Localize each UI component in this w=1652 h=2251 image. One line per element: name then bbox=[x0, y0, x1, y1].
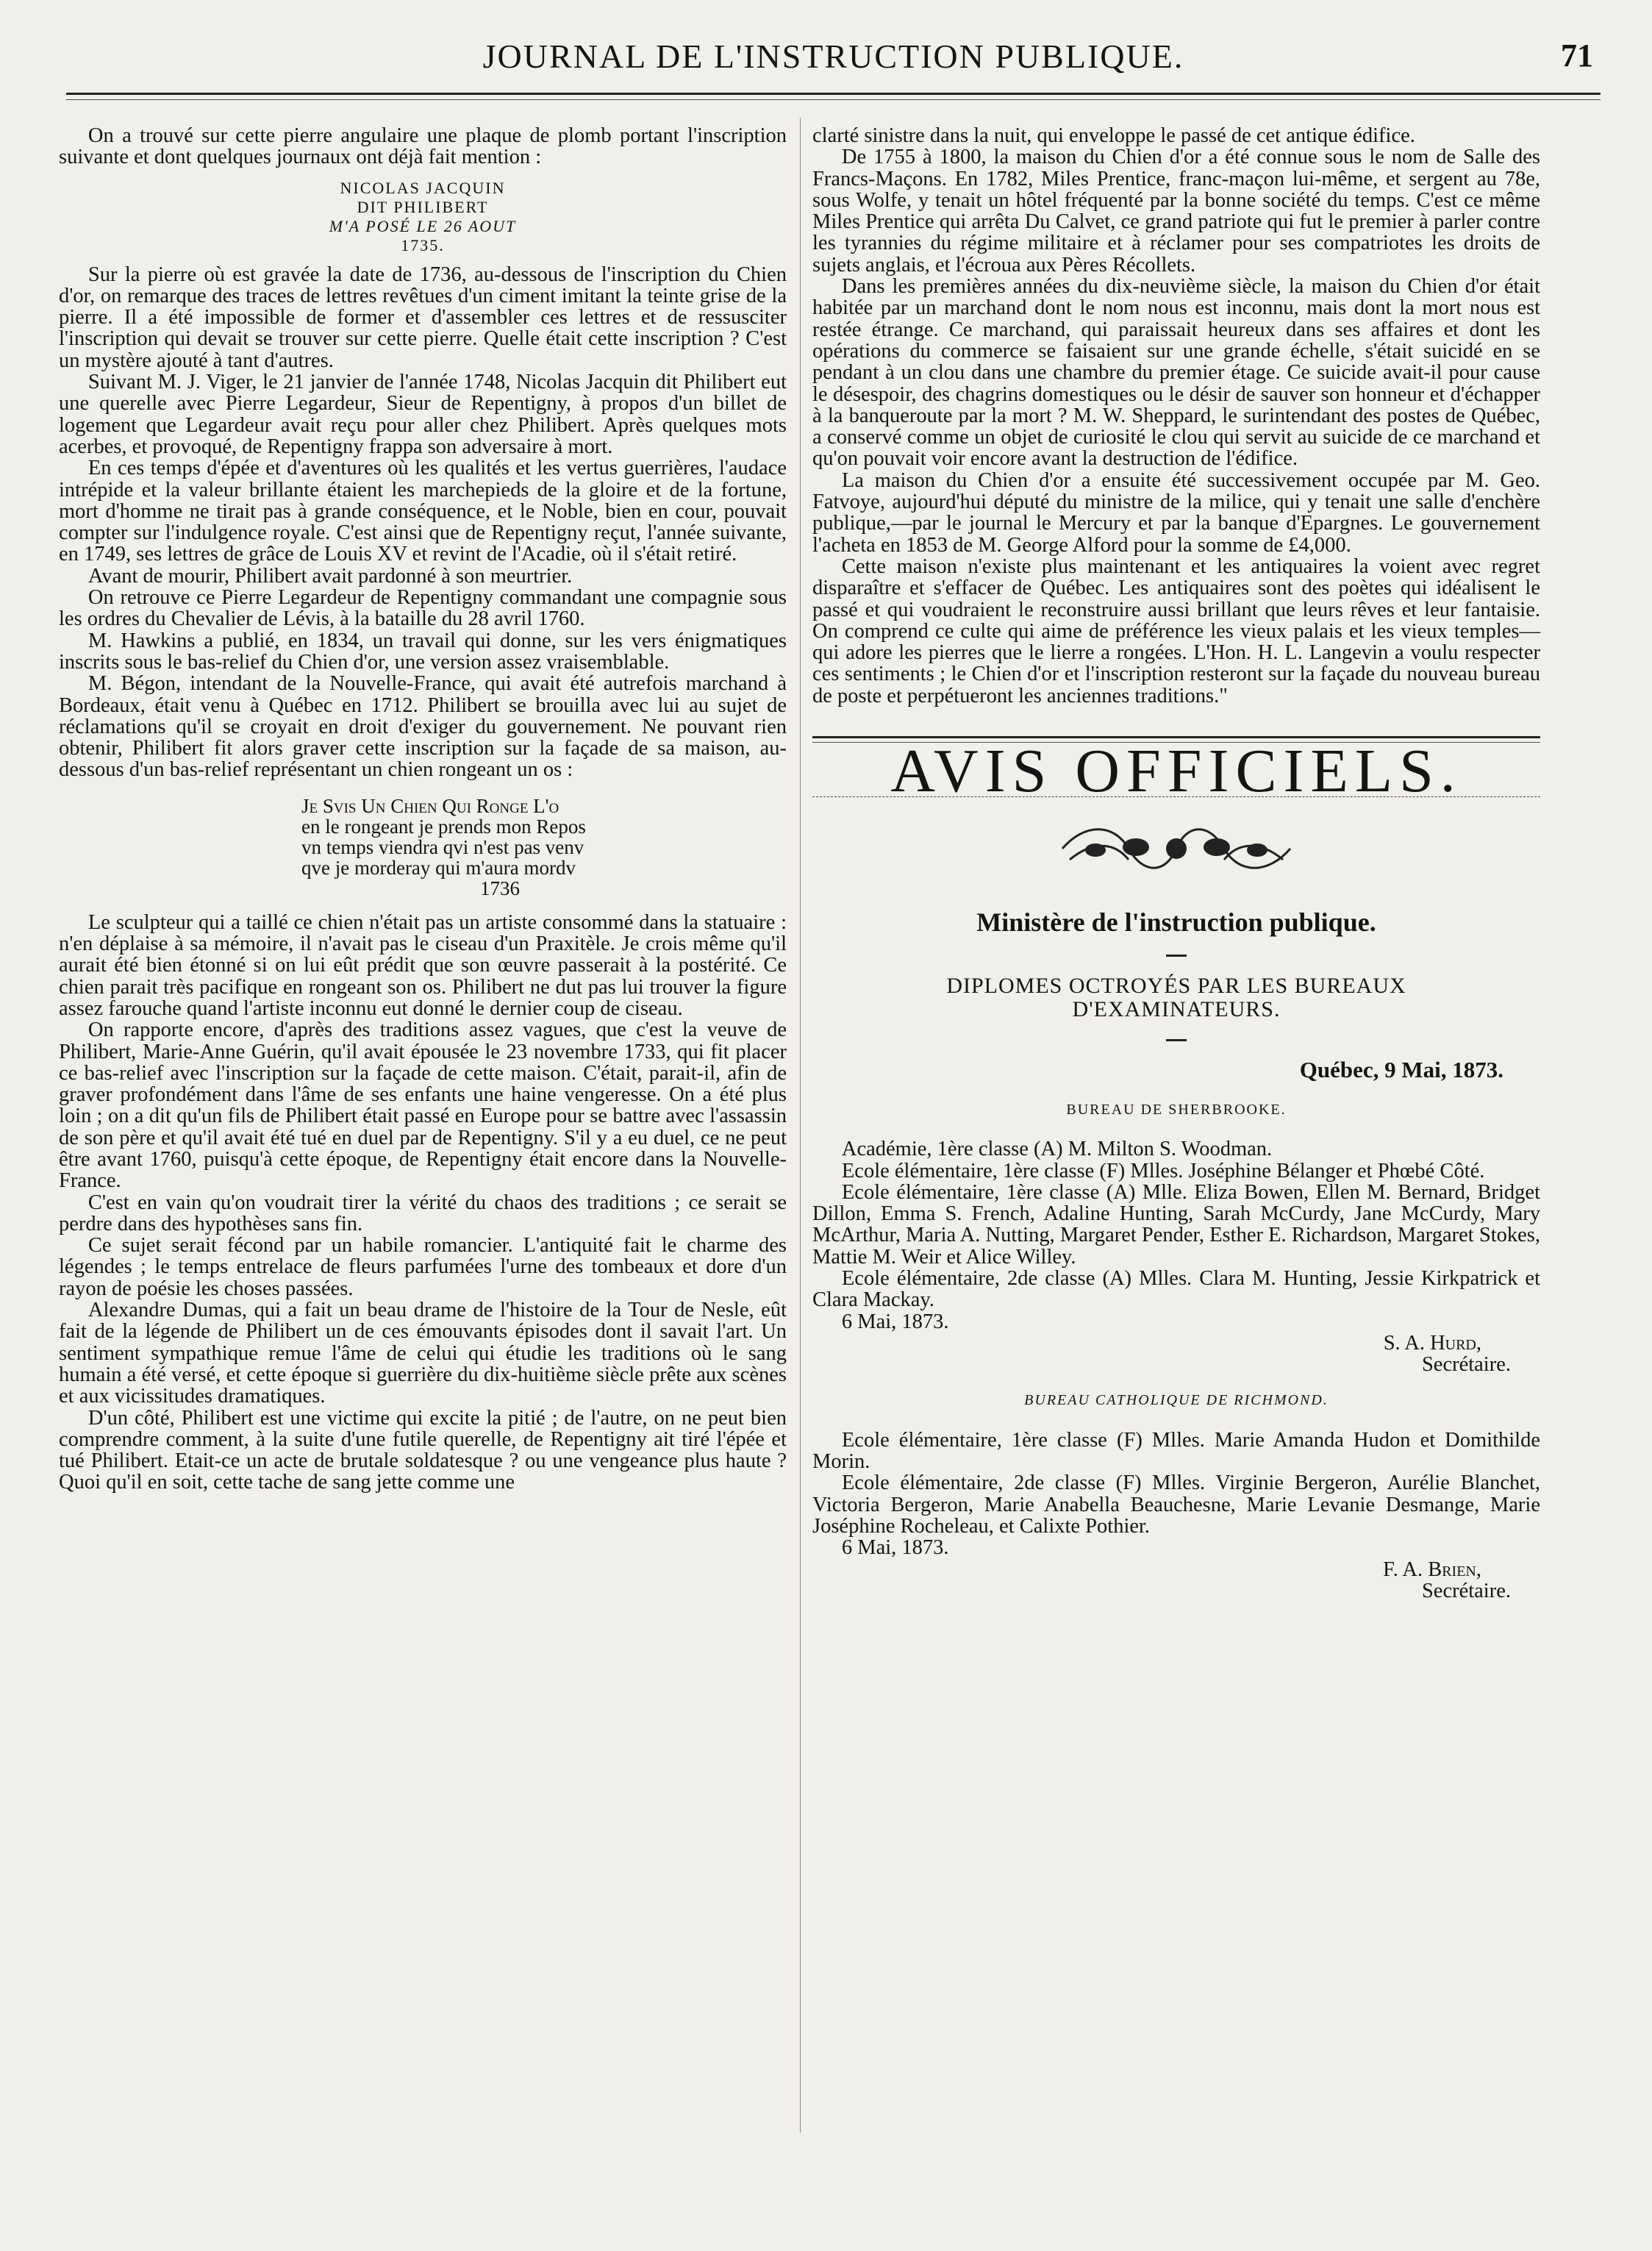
right-column bbox=[812, 125, 1540, 1602]
signature-name: S. A. Hurd, bbox=[1383, 1331, 1481, 1355]
chien-dor-inscription bbox=[301, 796, 698, 899]
verse-line: qve je morderay qui m'aura mordv bbox=[301, 856, 576, 879]
entry-date: 6 Mai, 1873. bbox=[841, 1536, 949, 1560]
plaque-line: DIT PHILIBERT bbox=[357, 197, 489, 216]
verse-line: en le rongeant je prends mon Repos bbox=[301, 815, 586, 838]
journal-title: JOURNAL DE L'INSTRUCTION PUBLIQUE. bbox=[482, 38, 1184, 75]
page-number: 71 bbox=[1561, 38, 1593, 74]
paragraph: Cette maison n'existe plus maintenant et les antiquaires la voient avec regret disparaître et s'effacer de Québec. Les antiquaires sont des poètes qui idéalisent le passé et qui voudraient le reconstruire aussi brillant que leurs rêves et leur fantaisie. On comprend ce culte qui aime de préférence les vieux palais et les vieux temples—qui adore les pierres que le lierre a rongées. L'Hon. H. L. Langevin a voulu respecter ces sentiments ; le Chien d'or et l'inscription resteront sur la façade du nouveau bureau de poste et perpétueront les anciennes traditions." bbox=[812, 554, 1540, 707]
bureau-heading: BUREAU CATHOLIQUE DE RICHMOND. bbox=[1024, 1392, 1329, 1409]
paragraph: On a trouvé sur cette pierre angulaire une plaque de plomb portant l'inscription suivante et dont quelques journaux ont déjà fait mention : bbox=[59, 124, 787, 169]
short-rule bbox=[1166, 955, 1187, 957]
paragraph: La maison du Chien d'or a ensuite été successivement occupée par M. Geo. Fatvoye, aujourd'hui député du ministre de la milice, qui y tenait une salle d'enchère publique,—par le journal le Mercury et par la banque d'Epargnes. Le gouvernement l'acheta en 1853 de M. George Alford pour la somme de £4,000. bbox=[812, 468, 1540, 557]
plaque-line: 1735. bbox=[401, 235, 445, 254]
column-divider bbox=[800, 118, 801, 2133]
paragraph: C'est en vain qu'on voudrait tirer la vérité du chaos des traditions ; ce serait se perdre dans des hypothèses sans fin. bbox=[59, 1191, 787, 1235]
verse-line: vn temps viendra qvi n'est pas venv bbox=[301, 835, 584, 858]
paragraph: Le sculpteur qui a taillé ce chien n'était pas un artiste consommé dans la statuaire : n'en déplaise à sa mémoire, il n'avait pas le ciseau d'un Praxitèle. Je crois même qu'il aurait été bien étonné si on lui eût prédit que son œuvre passerait à la postérité. Ce chien parait très pacifique en rongeant son os. Philibert ne dut pas lui trouver la figure assez farouche quand l'artiste inconnu eut donné le dernier coup de ciseau. bbox=[59, 910, 787, 1020]
paragraph: clarté sinistre dans la nuit, qui enveloppe le passé de cet antique édifice. bbox=[812, 124, 1415, 147]
paragraph: Ce sujet serait fécond par un habile romancier. L'antiquité fait le charme des légendes ; le temps entrelace de fleurs parfumées l'urne des tombeaux et dore d'un rayon de poésie les choses passées. bbox=[59, 1234, 787, 1300]
paragraph: Suivant M. J. Viger, le 21 janvier de l'année 1748, Nicolas Jacquin dit Philibert eut une querelle avec Pierre Legardeur, Sieur de Repentigny, à propos d'un billet de logement que Legardeur avait reçu pour aller chez Philibert. Après quelques mots acerbes, et provoqué, de Repentigny frappa son adversaire à mort. bbox=[59, 371, 787, 458]
short-rule bbox=[1166, 1039, 1187, 1041]
diploma-entry: Académie, 1ère classe (A) M. Milton S. Woodman. bbox=[841, 1138, 1273, 1161]
entry-date: 6 Mai, 1873. bbox=[841, 1310, 949, 1333]
left-column bbox=[59, 125, 787, 1494]
plaque-line: NICOLAS JACQUIN bbox=[340, 178, 506, 197]
paragraph: Dans les premières années du dix-neuvième siècle, la maison du Chien d'or était habitée par un marchand dont le nom nous est inconnu, mais dont la mort nous est restée étrange. Ce marchand, qui paraissait heureux dans ses affaires et dont les opérations du commerce se faisaient sur une grande échelle, s'était suicidé en se pendant à un clou dans une chambre du premier étage. Ce suicide avait-il pour cause le désespoir, des chagrins domestiques ou le désir de sauver son honneur et d'échapper à la banqueroute par la mort ? M. W. Sheppard, le surintendant des postes de Québec, a conservé comme un objet de curiosité le clou qui servit au suicide de ce marchand et qu'on pouvait voir encore avant la destruction de l'édifice. bbox=[812, 275, 1540, 471]
header-rule bbox=[66, 93, 1601, 100]
paragraph: M. Bégon, intendant de la Nouvelle-France, qui avait été autrefois marchand à Bordeaux, était venu à Québec en 1712. Philibert se brouilla avec lui au sujet de réclamations qu'il se croyait en droit d'exiger du gouvernement. Ne pouvant rien obtenir, Philibert fit alors graver cette inscription sur la façade de sa maison, au-dessous d'un bas-relief représentant un chien rongeant un os : bbox=[59, 672, 787, 782]
paragraph: Sur la pierre où est gravée la date de 1736, au-dessous de l'inscription du Chien d'or, on remarque des traces de lettres revêtues d'un ciment imitant la teinte grise de la pierre. Il a été impossible de former et d'assembler ces lettres et de ressusciter l'inscription qui devait se trouver sur cette pierre. Quelle était cette inscription ? C'est un mystère ajouté à tant d'autres. bbox=[59, 263, 787, 372]
paragraph: On rapporte encore, d'après des traditions assez vagues, que c'est la veuve de Philibert, Marie-Anne Guérin, qu'il avait épousée le 23 novembre 1733, qui fit placer ce bas-relief avec l'inscription sur la façade de cette maison. C'était, parait-il, afin de graver profondément dans l'âme de ses enfants une haine vengeresse. On a été plus loin ; on a dit qu'un fils de Philibert était passé en Europe pour se battre avec l'assassin de son père et qu'il avait été tué en duel par de Repentigny. S'il y a eu duel, ce ne peut être avant 1760, puisqu'à cette époque, de Repentigny était encore dans la Nouvelle-France. bbox=[59, 1019, 787, 1193]
signature-title: Secrétaire. bbox=[1421, 1353, 1511, 1377]
ministere-heading: Ministère de l'instruction publique. bbox=[976, 907, 1376, 938]
notice-date: Québec, 9 Mai, 1873. bbox=[1299, 1056, 1503, 1082]
ornament-icon bbox=[1055, 819, 1298, 878]
paragraph: De 1755 à 1800, la maison du Chien d'or a été connue sous le nom de Salle des Francs-Maçons. En 1782, Miles Prentice, franc-maçon lui-même, et sergent au 78e, sous Wolfe, y tenait un hôtel fréquenté par la bonne société du temps. C'est ce même Miles Prentice qui arrêta Du Calvet, ce grand patriote qui fut le premier à parler contre les tyrannies du régime militaire et à réclamer pour ses compatriotes les droits de sujets anglais, et l'écroua aux Pères Récollets. bbox=[812, 146, 1540, 277]
paragraph: On retrouve ce Pierre Legardeur de Repentigny commandant une compagnie sous les ordres du Chevalier de Lévis, à la bataille du 28 avril 1760. bbox=[59, 586, 787, 631]
diploma-entry: Ecole élémentaire, 1ère classe (F) Mlles. Joséphine Bélanger et Phœbé Côté. bbox=[841, 1159, 1485, 1182]
paragraph: D'un côté, Philibert est une victime qui excite la pitié ; de l'autre, on ne peut bien comprendre comment, à la suite d'une futile querelle, de Repentigny ait tiré l'épée et tué Philibert. Etait-ce un acte de brutale soldatesque ? ou une vengeance plus haute ? Quoi qu'il en soit, cette tache de sang jette comme une bbox=[59, 1406, 787, 1494]
diplomes-heading: DIPLOMES OCTROYÉS PAR LES BUREAUX D'EXAMINATEURS. bbox=[946, 973, 1406, 1021]
bureau-heading: BUREAU DE SHERBROOKE. bbox=[1066, 1101, 1287, 1118]
plaque-line: M'A POSÉ LE 26 AOUT bbox=[329, 216, 517, 235]
paragraph: En ces temps d'épée et d'aventures où les qualités et les vertus guerrières, l'audace intrépide et la valeur brillante étaient les marchepieds de la gloire et de la fortune, mort d'homme ne tirait pas à grande conséquence, et le Noble, bien en cour, pouvait compter sur l'indulgence royale. C'est ainsi que de Repentigny reçut, l'année suivante, en 1749, ses lettres de grâce de Louis XV et revint de l'Acadie, où il s'était retiré. bbox=[59, 457, 787, 566]
plaque-inscription bbox=[59, 179, 787, 255]
paragraph: M. Hawkins a publié, en 1834, un travail qui donne, sur les vers énigmatiques inscrits sous le bas-relief du Chien d'or, une version assez vraisemblable. bbox=[59, 629, 787, 674]
paragraph: Avant de mourir, Philibert avait pardonné à son meurtrier. bbox=[87, 564, 573, 588]
avis-officiels-heading: AVIS OFFICIELS. bbox=[890, 737, 1462, 806]
signature-title: Secrétaire. bbox=[1421, 1579, 1511, 1602]
diploma-entry: Ecole élémentaire, 1ère classe (F) Mlles. Marie Amanda Hudon et Domithilde Morin. bbox=[812, 1428, 1540, 1474]
page-header bbox=[66, 29, 1601, 81]
diploma-entry: Ecole élémentaire, 1ère classe (A) Mlle. Eliza Bowen, Ellen M. Bernard, Bridget Dillon, Emma S. French, Adaline Hunting, Sarah McCurdy, Jane McCurdy, Mary McArthur, Maria A. Nutting, Margaret Pender, Esther E. Richardson, Margaret Stokes, Mattie M. Weir et Alice Willey. bbox=[812, 1180, 1540, 1269]
signature-name: F. A. Brien, bbox=[1383, 1558, 1481, 1581]
verse-line: 1736 bbox=[480, 877, 520, 899]
verse-line: Je Svis Un Chien Qui Ronge L'o bbox=[301, 794, 559, 817]
diploma-entry: Ecole élémentaire, 2de classe (A) Mlles. Clara M. Hunting, Jessie Kirkpatrick et Clara Mackay. bbox=[812, 1266, 1540, 1312]
paragraph: Alexandre Dumas, qui a fait un beau drame de l'histoire de la Tour de Nesle, eût fait de la légende de Philibert un de ces émouvants épisodes dont il savait l'art. Un sentiment sympathique remue l'âme de celui qui étudie les traditions où le sang humain a été versé, et cette époque si guerrière du dix-huitième siècle prête aux scènes et aux vicissitudes dramatiques. bbox=[59, 1299, 787, 1408]
diploma-entry: Ecole élémentaire, 2de classe (F) Mlles. Virginie Bergeron, Aurélie Blanchet, Victoria Bergeron, Marie Anabella Beauchesne, Marie Levanie Desmange, Marie Joséphine Rocheleau, et Calixte Pothier. bbox=[812, 1471, 1540, 1538]
